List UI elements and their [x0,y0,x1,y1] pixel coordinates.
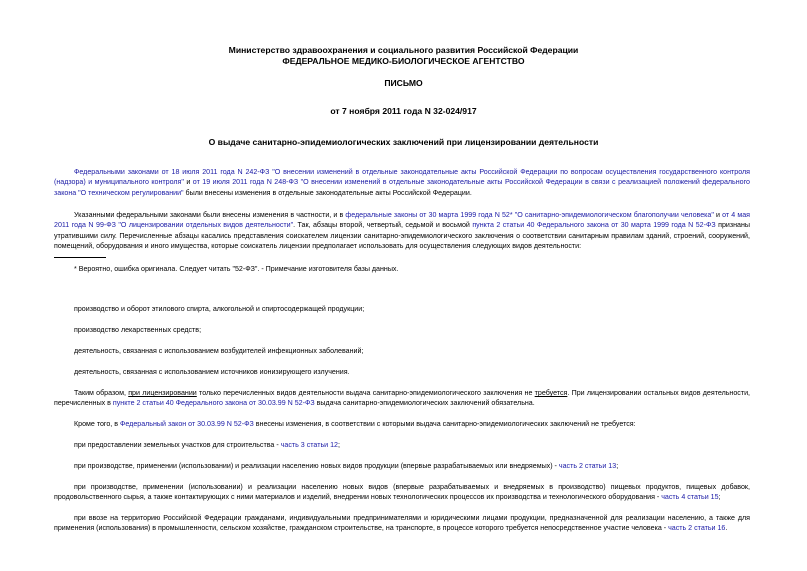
case-item [54,482,750,503]
text: ; [718,493,721,502]
article-link[interactable]: часть 2 статьи 16 [668,524,726,533]
text: и [183,178,193,187]
article-link[interactable]: часть 2 статьи 13 [558,462,617,470]
text: Кроме того, в [74,420,120,428]
document-date-number: от 7 ноября 2011 года N 32-024/917 [330,106,477,116]
paragraph-4 [54,419,750,429]
paragraph-3 [54,388,750,409]
document-type: ПИСЬМО [384,78,423,88]
footnote: * Вероятно, ошибка оригинала. Следует читать "52-ФЗ". - Примечание изготовителя базы данных. [74,265,399,273]
article-link[interactable]: часть 3 статьи 12 [280,441,338,449]
text: выдача санитарно-эпидемиологических заключений обязательна. [314,399,535,408]
text: Таким образом, [74,389,129,397]
case-item [54,513,750,534]
law-99-link[interactable]: от 4 мая 2011 года N 99-ФЗ "О лицензировании отдельных видов деятельности" [54,211,750,230]
underlined-text: требуется [534,389,568,397]
text: признаны утратившими силу. Перечисленные абзацы касались представления соискателем лицензии санитарно-эпидемиологического заключения о соответствии санитарным правилам зданий, строений, сооружений, помещений, оборудования и иного имущества, которые соискатель лицензии предполагает использовать для осуществления следующих видов деятельности: [54,221,750,251]
text: Указанными федеральными законами были внесены изменения в частности, и в [74,211,346,219]
article-40-link[interactable]: пункта 2 статьи 40 Федерального закона от 30 марта 1999 года N 52-ФЗ [472,221,716,230]
list-item: производство и оборот этилового спирта, алкогольной и спиртосодержащей продукции; [74,305,365,313]
agency-title: ФЕДЕРАЛЬНОЕ МЕДИКО-БИОЛОГИЧЕСКОЕ АГЕНТСТВО [282,56,525,66]
text: при ввозе на территорию Российской Федерации гражданами, индивидуальными предпринимателями и юридическими лицами продукции, предназначенной для реализации населению, а также для применения (использования) в промышленности, сельском хозяйстве, гражданском строительстве, на транспорте, в процессе которого требуется непосредственное участие человека - [54,514,750,533]
case-item [54,440,750,450]
list-item: деятельность, связанная с использованием источников ионизирующего излучения. [74,368,350,376]
list-item: деятельность, связанная с использованием возбудителей инфекционных заболеваний; [74,347,364,355]
underlined-text: при лицензировании [128,389,197,397]
text: и [713,211,723,219]
text: . [725,524,728,533]
text: при производстве, применении (использовании) и реализации населению новых видов продукции (впервые разрабатываемых или внедряемых) - [74,462,559,470]
footnote-divider [54,257,106,258]
document-subject: О выдаче санитарно-эпидемиологических заключений при лицензировании деятельности [208,137,599,147]
text: . При лицензировании остальных видов деятельности, перечисленных в [54,389,750,408]
text: ; [616,462,619,470]
text: при предоставлении земельных участков для строительства - [74,441,281,449]
text: при производстве, применении (использовании) и реализации населению новых видов (впервые разрабатываемых и внедряемых в производство) пищевых продуктов, пищевых добавок, продовольственного сырья, а также контактирующих с ними материалов и изделий, внедрении новых технологических процессов их производства и технологического оборудования - [54,483,750,502]
paragraph-1 [54,167,750,198]
article-40-link[interactable]: пункте 2 статьи 40 Федерального закона от 30.03.99 N 52-ФЗ [112,399,315,408]
law-52-link[interactable]: федеральные законы от 30 марта 1999 года N 52* "О санитарно-эпидемиологическом благополучии человека" [345,211,714,219]
paragraph-2 [54,210,750,252]
text: были внесены изменения в отдельные законодательные акты Российской Федерации. [183,188,472,197]
list-item: производство лекарственных средств; [74,326,202,334]
article-link[interactable]: часть 4 статьи 15 [661,493,719,502]
text: внесены изменения, в соответствии с которыми выдача санитарно-эпидемиологических заключений не требуется: [253,420,636,428]
law-248-link[interactable]: от 19 июля 2011 года N 248-ФЗ "О внесении изменений в отдельные законодательные акты Российской Федерации в связи с реализацией положений федерального закона "О техническом регулировании" [54,178,750,197]
text: . Так, абзацы второй, четвертый, седьмой и восьмой [293,221,473,230]
case-item [54,461,750,471]
ministry-title: Министерство здравоохранения и социального развития Российской Федерации [228,45,579,55]
text: ; [337,441,340,449]
text: только перечисленных видов деятельности выдача санитарно-эпидемиологического заключения не [196,389,535,397]
law-52-link[interactable]: Федеральный закон от 30.03.99 N 52-ФЗ [120,420,254,428]
law-242-link[interactable]: Федеральными законами от 18 июля 2011 года N 242-ФЗ "О внесении изменений в отдельные законодательные акты Российской Федерации по вопросам осуществления государственного контроля (надзора) и муниципального контроля" [54,168,750,187]
